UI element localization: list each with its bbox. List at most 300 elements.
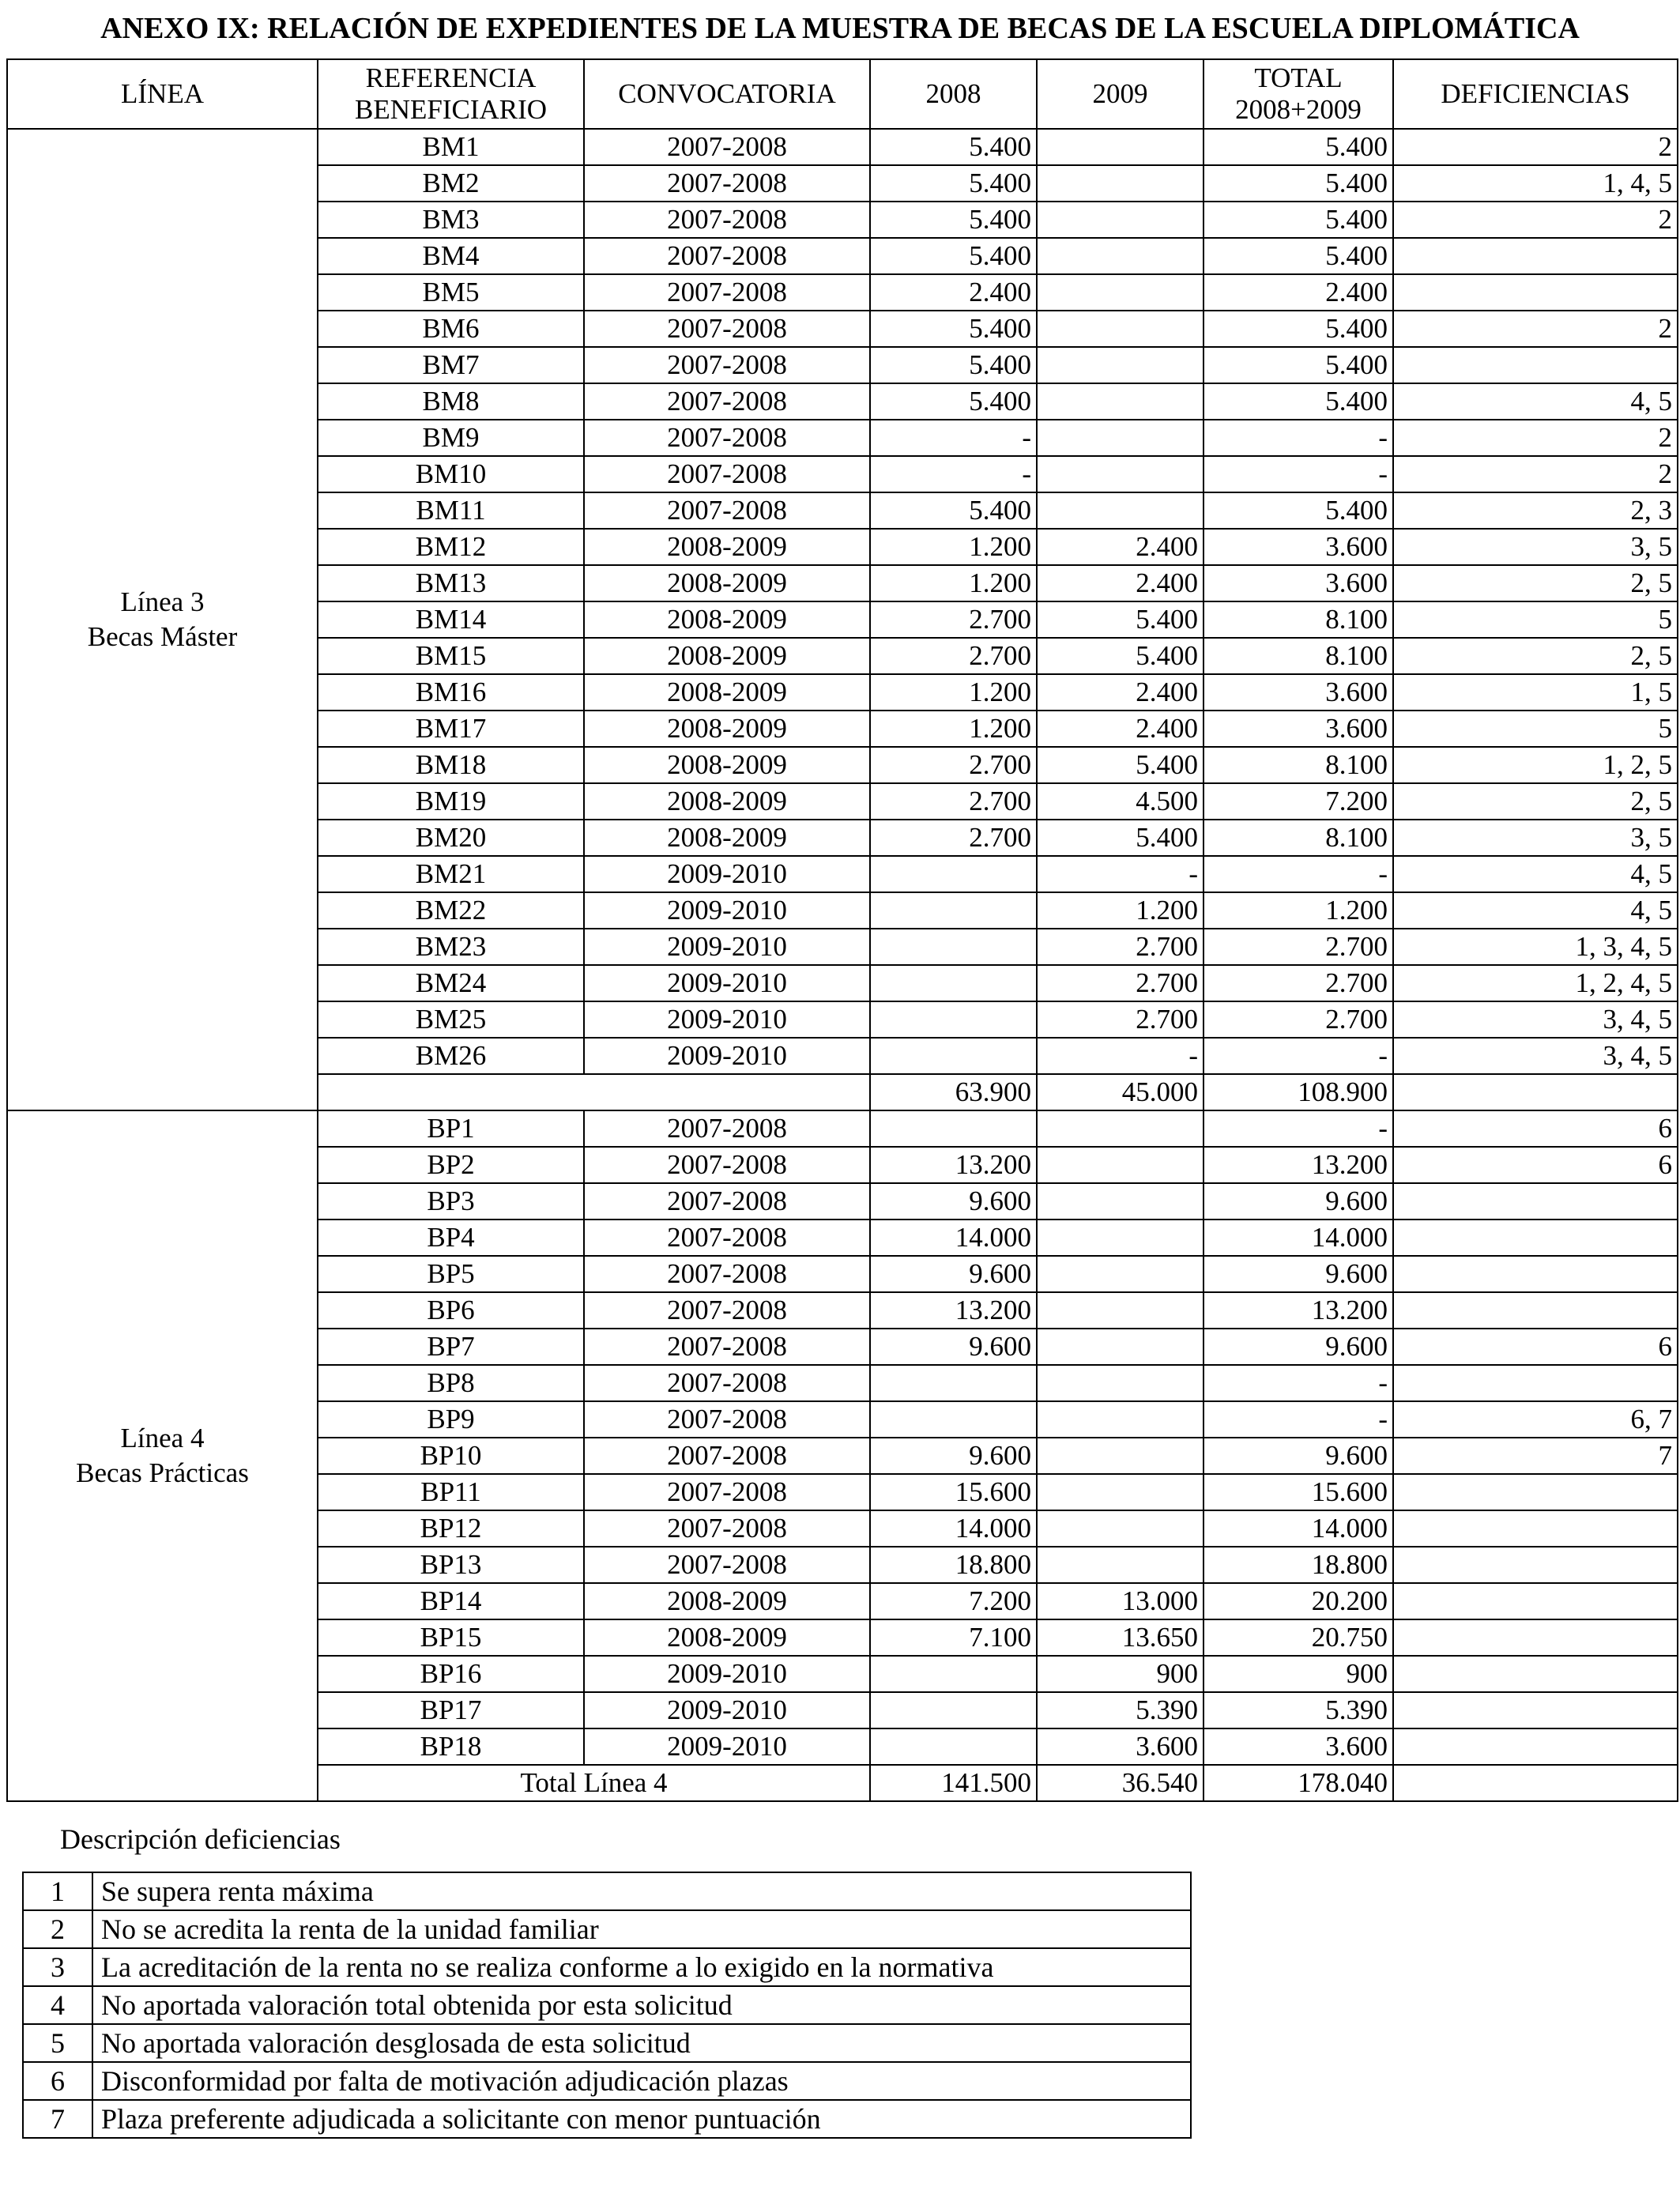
deficiencias-cell <box>1393 1474 1678 1510</box>
total-cell: - <box>1203 856 1393 892</box>
referencia-cell: BP13 <box>318 1547 584 1583</box>
importe-2009-cell <box>1037 311 1203 347</box>
deficiencias-cell: 2 <box>1393 202 1678 238</box>
importe-2008-cell: 2.700 <box>870 820 1037 856</box>
referencia-cell: BM23 <box>318 929 584 965</box>
convocatoria-cell: 2008-2009 <box>584 711 870 747</box>
convocatoria-cell: 2008-2009 <box>584 1583 870 1619</box>
importe-2008-cell: 2.400 <box>870 274 1037 311</box>
importe-2008-cell: 7.200 <box>870 1583 1037 1619</box>
deficiencias-cell: 2 <box>1393 456 1678 492</box>
legend-description: Disconformidad por falta de motivación adjudicación plazas <box>92 2062 1191 2100</box>
deficiencias-cell: 2 <box>1393 420 1678 456</box>
convocatoria-cell: 2009-2010 <box>584 1038 870 1074</box>
referencia-cell: BP17 <box>318 1692 584 1728</box>
importe-2008-cell: 14.000 <box>870 1510 1037 1547</box>
convocatoria-cell: 2007-2008 <box>584 129 870 165</box>
importe-2008-cell: 2.700 <box>870 747 1037 783</box>
deficiencias-cell: 1, 5 <box>1393 674 1678 711</box>
legend-row <box>23 2100 1191 2138</box>
convocatoria-cell: 2007-2008 <box>584 456 870 492</box>
importe-2009-cell <box>1037 202 1203 238</box>
header-2008: 2008 <box>870 59 1037 129</box>
header-linea: LÍNEA <box>7 59 318 129</box>
deficiencias-cell <box>1393 1656 1678 1692</box>
referencia-cell: BP6 <box>318 1292 584 1329</box>
deficiencias-cell: 1, 2, 5 <box>1393 747 1678 783</box>
referencia-cell: BM18 <box>318 747 584 783</box>
referencia-cell: BP8 <box>318 1365 584 1401</box>
convocatoria-cell: 2007-2008 <box>584 383 870 420</box>
deficiencias-cell <box>1393 1510 1678 1547</box>
convocatoria-cell: 2007-2008 <box>584 1147 870 1183</box>
total-sum: 108.900 <box>1203 1074 1393 1110</box>
total-cell: 2.700 <box>1203 965 1393 1001</box>
linea-number: Línea 3 <box>120 586 205 617</box>
referencia-cell: BP16 <box>318 1656 584 1692</box>
deficiencias-cell <box>1393 1220 1678 1256</box>
legend-row <box>23 1948 1191 1986</box>
total-cell: 7.200 <box>1203 783 1393 820</box>
importe-2009-cell: 5.400 <box>1037 747 1203 783</box>
importe-2009-cell: - <box>1037 1038 1203 1074</box>
header-total-line2: 2008+2009 <box>1235 94 1362 125</box>
header-convocatoria: CONVOCATORIA <box>584 59 870 129</box>
legend-row <box>23 1872 1191 1910</box>
total-cell: 14.000 <box>1203 1220 1393 1256</box>
legend-title: Descripción deficiencias <box>60 1823 341 1855</box>
importe-2008-cell <box>870 929 1037 965</box>
importe-2008-cell <box>870 1110 1037 1147</box>
convocatoria-cell: 2007-2008 <box>584 1401 870 1438</box>
deficiencias-cell: 3, 5 <box>1393 820 1678 856</box>
total-deficiencias-empty <box>1393 1765 1678 1801</box>
deficiencias-cell: 2 <box>1393 311 1678 347</box>
referencia-cell: BM2 <box>318 165 584 202</box>
importe-2009-cell: 3.600 <box>1037 1728 1203 1765</box>
referencia-cell: BP5 <box>318 1256 584 1292</box>
importe-2009-cell: 2.700 <box>1037 965 1203 1001</box>
importe-2008-cell <box>870 1365 1037 1401</box>
deficiencias-cell: 3, 5 <box>1393 529 1678 565</box>
referencia-cell: BP1 <box>318 1110 584 1147</box>
importe-2008-cell <box>870 1038 1037 1074</box>
total-cell: 2.700 <box>1203 929 1393 965</box>
convocatoria-cell: 2008-2009 <box>584 529 870 565</box>
referencia-cell: BM9 <box>318 420 584 456</box>
importe-2008-cell: - <box>870 420 1037 456</box>
header-referencia-line1: REFERENCIA <box>365 62 537 93</box>
legend-number: 1 <box>23 1872 92 1910</box>
importe-2008-cell: 5.400 <box>870 383 1037 420</box>
convocatoria-cell: 2009-2010 <box>584 1001 870 1038</box>
deficiencias-cell <box>1393 1619 1678 1656</box>
deficiencias-cell: 2, 3 <box>1393 492 1678 529</box>
importe-2008-cell: 2.700 <box>870 601 1037 638</box>
deficiencias-cell: 3, 4, 5 <box>1393 1038 1678 1074</box>
importe-2009-cell: 5.400 <box>1037 820 1203 856</box>
importe-2008-cell: 13.200 <box>870 1292 1037 1329</box>
importe-2008-cell: 9.600 <box>870 1183 1037 1220</box>
convocatoria-cell: 2007-2008 <box>584 238 870 274</box>
total-cell: 20.200 <box>1203 1583 1393 1619</box>
importe-2009-cell <box>1037 347 1203 383</box>
total-cell: 5.400 <box>1203 311 1393 347</box>
convocatoria-cell: 2008-2009 <box>584 565 870 601</box>
document-title: ANEXO IX: RELACIÓN DE EXPEDIENTES DE LA MUESTRA DE BECAS DE LA ESCUELA DIPLOMÁTICA <box>100 12 1580 45</box>
importe-2008-cell: 1.200 <box>870 529 1037 565</box>
total-cell: - <box>1203 1401 1393 1438</box>
total-2008: 141.500 <box>870 1765 1037 1801</box>
convocatoria-cell: 2008-2009 <box>584 601 870 638</box>
total-cell: 8.100 <box>1203 820 1393 856</box>
total-cell: 3.600 <box>1203 1728 1393 1765</box>
deficiencias-cell <box>1393 238 1678 274</box>
importe-2009-cell <box>1037 456 1203 492</box>
convocatoria-cell: 2009-2010 <box>584 892 870 929</box>
total-cell: 5.400 <box>1203 492 1393 529</box>
importe-2009-cell <box>1037 1147 1203 1183</box>
convocatoria-cell: 2007-2008 <box>584 165 870 202</box>
deficiencias-cell: 2 <box>1393 129 1678 165</box>
referencia-cell: BP11 <box>318 1474 584 1510</box>
convocatoria-cell: 2009-2010 <box>584 965 870 1001</box>
convocatoria-cell: 2007-2008 <box>584 1474 870 1510</box>
referencia-cell: BP12 <box>318 1510 584 1547</box>
header-referencia <box>318 59 584 129</box>
deficiencias-cell <box>1393 1183 1678 1220</box>
legend-number: 6 <box>23 2062 92 2100</box>
deficiencias-cell: 4, 5 <box>1393 892 1678 929</box>
importe-2009-cell: 1.200 <box>1037 892 1203 929</box>
importe-2008-cell: 5.400 <box>870 238 1037 274</box>
referencia-cell: BM13 <box>318 565 584 601</box>
total-cell: 3.600 <box>1203 674 1393 711</box>
deficiencias-cell: 3, 4, 5 <box>1393 1001 1678 1038</box>
convocatoria-cell: 2009-2010 <box>584 929 870 965</box>
importe-2009-cell <box>1037 1183 1203 1220</box>
legend-description: Plaza preferente adjudicada a solicitante con menor puntuación <box>92 2100 1191 2138</box>
legend-description: No se acredita la renta de la unidad familiar <box>92 1910 1191 1948</box>
referencia-cell: BM15 <box>318 638 584 674</box>
deficiencias-cell: 5 <box>1393 601 1678 638</box>
referencia-cell: BP18 <box>318 1728 584 1765</box>
total-cell: 14.000 <box>1203 1510 1393 1547</box>
deficiencias-cell <box>1393 1692 1678 1728</box>
total-cell: 2.700 <box>1203 1001 1393 1038</box>
total-label <box>318 1074 870 1110</box>
deficiencias-cell: 4, 5 <box>1393 856 1678 892</box>
legend-description: La acreditación de la renta no se realiza conforme a lo exigido en la normativa <box>92 1948 1191 1986</box>
referencia-cell: BM19 <box>318 783 584 820</box>
importe-2009-cell <box>1037 1474 1203 1510</box>
referencia-cell: BM7 <box>318 347 584 383</box>
convocatoria-cell: 2007-2008 <box>584 1510 870 1547</box>
importe-2008-cell <box>870 1656 1037 1692</box>
total-cell: - <box>1203 1038 1393 1074</box>
convocatoria-cell: 2007-2008 <box>584 1438 870 1474</box>
importe-2008-cell <box>870 1001 1037 1038</box>
deficiencias-cell <box>1393 1728 1678 1765</box>
importe-2009-cell: 2.400 <box>1037 711 1203 747</box>
deficiencias-cell <box>1393 1292 1678 1329</box>
convocatoria-cell: 2007-2008 <box>584 1292 870 1329</box>
total-cell: 8.100 <box>1203 601 1393 638</box>
convocatoria-cell: 2007-2008 <box>584 1547 870 1583</box>
deficiencias-cell: 1, 3, 4, 5 <box>1393 929 1678 965</box>
importe-2009-cell: 13.000 <box>1037 1583 1203 1619</box>
importe-2009-cell <box>1037 238 1203 274</box>
referencia-cell: BP9 <box>318 1401 584 1438</box>
importe-2009-cell: 13.650 <box>1037 1619 1203 1656</box>
importe-2008-cell: 5.400 <box>870 492 1037 529</box>
total-cell: - <box>1203 456 1393 492</box>
legend-number: 7 <box>23 2100 92 2138</box>
importe-2009-cell <box>1037 1365 1203 1401</box>
deficiencias-cell <box>1393 347 1678 383</box>
importe-2008-cell: 2.700 <box>870 638 1037 674</box>
linea-number: Línea 4 <box>120 1423 205 1453</box>
total-cell: 13.200 <box>1203 1292 1393 1329</box>
convocatoria-cell: 2007-2008 <box>584 1110 870 1147</box>
importe-2009-cell: 2.700 <box>1037 1001 1203 1038</box>
deficiencias-cell: 1, 2, 4, 5 <box>1393 965 1678 1001</box>
importe-2009-cell <box>1037 1547 1203 1583</box>
linea-label <box>7 1110 318 1801</box>
importe-2008-cell: 5.400 <box>870 347 1037 383</box>
total-cell: 5.400 <box>1203 347 1393 383</box>
deficiencias-cell: 7 <box>1393 1438 1678 1474</box>
referencia-cell: BM24 <box>318 965 584 1001</box>
total-cell: 15.600 <box>1203 1474 1393 1510</box>
convocatoria-cell: 2008-2009 <box>584 1619 870 1656</box>
legend-description: No aportada valoración desglosada de esta solicitud <box>92 2024 1191 2062</box>
deficiencias-cell <box>1393 1547 1678 1583</box>
total-cell: 1.200 <box>1203 892 1393 929</box>
deficiencias-cell: 2, 5 <box>1393 638 1678 674</box>
convocatoria-cell: 2007-2008 <box>584 274 870 311</box>
convocatoria-cell: 2007-2008 <box>584 311 870 347</box>
importe-2008-cell <box>870 892 1037 929</box>
importe-2009-cell <box>1037 1438 1203 1474</box>
importe-2008-cell: 5.400 <box>870 202 1037 238</box>
table-body <box>7 129 1678 1801</box>
deficiencias-cell: 2, 5 <box>1393 783 1678 820</box>
referencia-cell: BM22 <box>318 892 584 929</box>
legend-number: 3 <box>23 1948 92 1986</box>
total-cell: 9.600 <box>1203 1183 1393 1220</box>
importe-2008-cell: 13.200 <box>870 1147 1037 1183</box>
total-cell: 8.100 <box>1203 747 1393 783</box>
importe-2008-cell: 5.400 <box>870 165 1037 202</box>
total-cell: 3.600 <box>1203 711 1393 747</box>
referencia-cell: BP3 <box>318 1183 584 1220</box>
referencia-cell: BP7 <box>318 1329 584 1365</box>
referencia-cell: BM16 <box>318 674 584 711</box>
legend-row <box>23 2062 1191 2100</box>
legend-row <box>23 1986 1191 2024</box>
referencia-cell: BM5 <box>318 274 584 311</box>
importe-2008-cell: 9.600 <box>870 1256 1037 1292</box>
referencia-cell: BM11 <box>318 492 584 529</box>
importe-2008-cell: 15.600 <box>870 1474 1037 1510</box>
referencia-cell: BP14 <box>318 1583 584 1619</box>
total-cell: - <box>1203 420 1393 456</box>
deficiencias-cell: 2, 5 <box>1393 565 1678 601</box>
importe-2009-cell <box>1037 492 1203 529</box>
importe-2009-cell <box>1037 129 1203 165</box>
importe-2009-cell <box>1037 1220 1203 1256</box>
total-cell: 900 <box>1203 1656 1393 1692</box>
importe-2008-cell <box>870 1692 1037 1728</box>
linea-label <box>7 129 318 1110</box>
referencia-cell: BM12 <box>318 529 584 565</box>
total-cell: 2.400 <box>1203 274 1393 311</box>
deficiencias-cell <box>1393 274 1678 311</box>
referencia-cell: BP2 <box>318 1147 584 1183</box>
convocatoria-cell: 2007-2008 <box>584 420 870 456</box>
referencia-cell: BM17 <box>318 711 584 747</box>
importe-2008-cell: 5.400 <box>870 311 1037 347</box>
total-cell: 5.400 <box>1203 202 1393 238</box>
importe-2009-cell: 5.400 <box>1037 638 1203 674</box>
importe-2008-cell: 18.800 <box>870 1547 1037 1583</box>
importe-2008-cell: 9.600 <box>870 1329 1037 1365</box>
header-row <box>7 59 1678 129</box>
convocatoria-cell: 2007-2008 <box>584 1220 870 1256</box>
importe-2009-cell: 2.400 <box>1037 565 1203 601</box>
importe-2009-cell <box>1037 165 1203 202</box>
importe-2009-cell <box>1037 383 1203 420</box>
referencia-cell: BM10 <box>318 456 584 492</box>
importe-2009-cell <box>1037 1329 1203 1365</box>
convocatoria-cell: 2009-2010 <box>584 1656 870 1692</box>
importe-2009-cell: 900 <box>1037 1656 1203 1692</box>
header-total-line1: TOTAL <box>1254 62 1343 93</box>
importe-2009-cell <box>1037 420 1203 456</box>
convocatoria-cell: 2007-2008 <box>584 347 870 383</box>
legend-number: 4 <box>23 1986 92 2024</box>
importe-2009-cell: - <box>1037 856 1203 892</box>
convocatoria-cell: 2007-2008 <box>584 1329 870 1365</box>
referencia-cell: BP4 <box>318 1220 584 1256</box>
referencia-cell: BP15 <box>318 1619 584 1656</box>
deficiencias-cell: 6, 7 <box>1393 1401 1678 1438</box>
convocatoria-cell: 2008-2009 <box>584 783 870 820</box>
total-cell: 3.600 <box>1203 529 1393 565</box>
referencia-cell: BM4 <box>318 238 584 274</box>
legend-body <box>23 1872 1191 2138</box>
deficiencias-cell <box>1393 1365 1678 1401</box>
total-cell: 5.390 <box>1203 1692 1393 1728</box>
header-2009: 2009 <box>1037 59 1203 129</box>
total-cell: 18.800 <box>1203 1547 1393 1583</box>
importe-2009-cell: 2.700 <box>1037 929 1203 965</box>
deficiencias-cell: 6 <box>1393 1147 1678 1183</box>
importe-2009-cell <box>1037 1110 1203 1147</box>
referencia-cell: BM6 <box>318 311 584 347</box>
total-2009: 45.000 <box>1037 1074 1203 1110</box>
referencia-cell: BM3 <box>318 202 584 238</box>
scholarship-sample-table <box>6 58 1678 1802</box>
deficiencias-cell: 4, 5 <box>1393 383 1678 420</box>
importe-2009-cell <box>1037 1292 1203 1329</box>
referencia-cell: BM20 <box>318 820 584 856</box>
convocatoria-cell: 2007-2008 <box>584 1183 870 1220</box>
importe-2008-cell: 1.200 <box>870 565 1037 601</box>
convocatoria-cell: 2008-2009 <box>584 638 870 674</box>
deficiencias-cell: 5 <box>1393 711 1678 747</box>
importe-2009-cell: 2.400 <box>1037 529 1203 565</box>
header-referencia-line2: BENEFICIARIO <box>354 94 548 125</box>
convocatoria-cell: 2007-2008 <box>584 1256 870 1292</box>
total-cell: 5.400 <box>1203 383 1393 420</box>
total-label: Total Línea 4 <box>318 1765 870 1801</box>
total-cell: 9.600 <box>1203 1256 1393 1292</box>
importe-2008-cell: 2.700 <box>870 783 1037 820</box>
total-2009: 36.540 <box>1037 1765 1203 1801</box>
referencia-cell: BM26 <box>318 1038 584 1074</box>
convocatoria-cell: 2009-2010 <box>584 1692 870 1728</box>
deficiencias-cell: 1, 4, 5 <box>1393 165 1678 202</box>
importe-2008-cell: 14.000 <box>870 1220 1037 1256</box>
legend-row <box>23 1910 1191 1948</box>
total-deficiencias-empty <box>1393 1074 1678 1110</box>
importe-2008-cell: 7.100 <box>870 1619 1037 1656</box>
total-cell: 20.750 <box>1203 1619 1393 1656</box>
importe-2008-cell: 9.600 <box>870 1438 1037 1474</box>
total-cell: 9.600 <box>1203 1329 1393 1365</box>
importe-2008-cell: - <box>870 456 1037 492</box>
total-cell: 5.400 <box>1203 165 1393 202</box>
importe-2008-cell <box>870 965 1037 1001</box>
importe-2009-cell: 5.390 <box>1037 1692 1203 1728</box>
convocatoria-cell: 2009-2010 <box>584 856 870 892</box>
legend-description: No aportada valoración total obtenida por esta solicitud <box>92 1986 1191 2024</box>
referencia-cell: BP10 <box>318 1438 584 1474</box>
deficiencias-cell: 6 <box>1393 1329 1678 1365</box>
convocatoria-cell: 2007-2008 <box>584 492 870 529</box>
referencia-cell: BM25 <box>318 1001 584 1038</box>
importe-2008-cell: 1.200 <box>870 674 1037 711</box>
total-cell: 5.400 <box>1203 238 1393 274</box>
referencia-cell: BM1 <box>318 129 584 165</box>
importe-2008-cell <box>870 856 1037 892</box>
importe-2009-cell <box>1037 274 1203 311</box>
importe-2009-cell: 2.400 <box>1037 674 1203 711</box>
linea-type: Becas Máster <box>87 621 238 652</box>
table-row <box>7 1110 1678 1147</box>
importe-2008-cell <box>870 1728 1037 1765</box>
referencia-cell: BM8 <box>318 383 584 420</box>
total-cell: 8.100 <box>1203 638 1393 674</box>
importe-2009-cell: 5.400 <box>1037 601 1203 638</box>
total-cell: - <box>1203 1110 1393 1147</box>
header-total <box>1203 59 1393 129</box>
convocatoria-cell: 2008-2009 <box>584 747 870 783</box>
convocatoria-cell: 2009-2010 <box>584 1728 870 1765</box>
deficiencias-cell: 6 <box>1393 1110 1678 1147</box>
legend-number: 5 <box>23 2024 92 2062</box>
importe-2008-cell: 1.200 <box>870 711 1037 747</box>
total-cell: 5.400 <box>1203 129 1393 165</box>
total-cell: 3.600 <box>1203 565 1393 601</box>
convocatoria-cell: 2008-2009 <box>584 820 870 856</box>
referencia-cell: BM14 <box>318 601 584 638</box>
importe-2008-cell: 5.400 <box>870 129 1037 165</box>
importe-2009-cell: 4.500 <box>1037 783 1203 820</box>
deficiencias-cell <box>1393 1256 1678 1292</box>
